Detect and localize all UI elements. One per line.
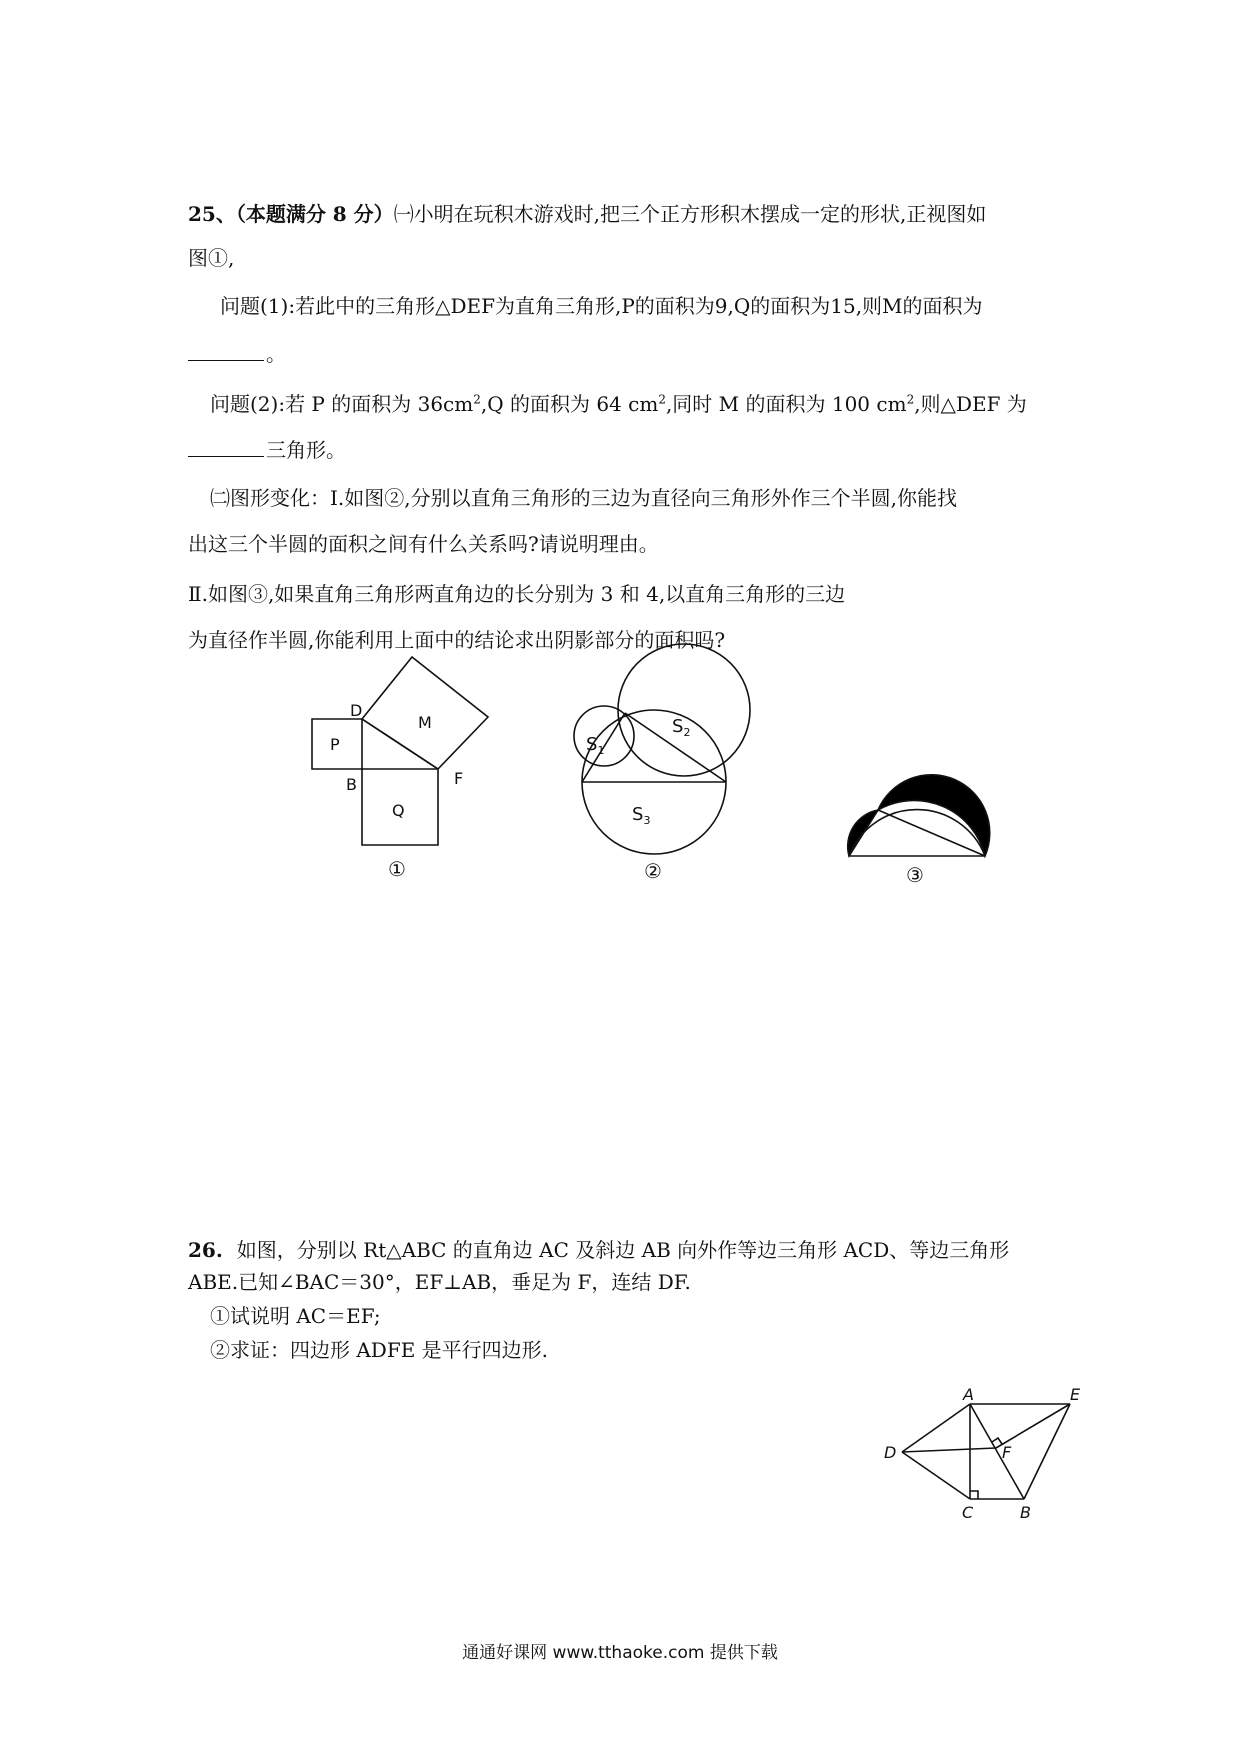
q25-problem-1-answer <box>188 340 286 368</box>
answer-blank[interactable] <box>188 436 264 457</box>
label-f: F <box>454 769 464 788</box>
q25-intro-a: ㈠小明在玩积木游戏时,把三个正方形积木摆成一定的形状,正视图如 <box>393 202 987 226</box>
q25-part3-line-1: Ⅱ.如图③,如果直角三角形两直角边的长分别为 3 和 4,以直角三角形的三边 <box>188 582 846 606</box>
q25-intro-line-2: 图①, <box>188 246 235 270</box>
label-m: M <box>418 713 432 732</box>
label-s2: $S_2$ <box>672 716 691 739</box>
q25-intro-line-1 <box>188 200 986 228</box>
q25-p2-b: ,Q 的面积为 64 cm <box>480 392 659 416</box>
label-b: B <box>346 775 357 794</box>
figure-q26-quadrilateral <box>860 1385 1100 1540</box>
q26-item-2: ②求证：四边形 ADFE 是平行四边形. <box>210 1338 549 1362</box>
shaded-lune-right <box>878 775 990 856</box>
right-angle-c <box>970 1491 978 1499</box>
q25-problem-2 <box>210 390 1027 418</box>
label-q: Q <box>392 801 405 820</box>
label-s3: $S_3$ <box>632 804 651 827</box>
label-d: D <box>884 1443 897 1462</box>
q25-p2-sup2: 2 <box>658 392 666 407</box>
segment-df <box>902 1448 996 1452</box>
label-a: A <box>963 1385 974 1404</box>
figure-3-shaded-lunes <box>840 790 1040 950</box>
label-e: E <box>1070 1385 1081 1404</box>
q25-p2-e: 三角形。 <box>266 438 346 462</box>
segment-ad <box>902 1404 970 1452</box>
label-c: C <box>962 1503 974 1522</box>
q25-problem-1-end: 。 <box>266 342 286 366</box>
label-d: D <box>350 701 363 720</box>
q25-problem-1: 问题(1):若此中的三角形△DEF为直角三角形,P的面积为9,Q的面积为15,则M的面积为 <box>220 294 983 318</box>
label-s1: $S_1$ <box>586 734 605 757</box>
q25-problem-2-answer <box>188 436 346 464</box>
page-footer: 通通好课网 www.tthaoke.com 提供下载 <box>462 1643 778 1663</box>
circle-s2 <box>618 644 750 776</box>
q26-item-1: ①试说明 AC＝EF; <box>210 1304 381 1328</box>
q26-line-1 <box>188 1236 1009 1264</box>
figure-2-caption: ② <box>644 859 662 883</box>
circle-s1 <box>574 706 634 766</box>
q25-p2-a: 问题(2):若 P 的面积为 36cm <box>210 392 474 416</box>
figure-1-caption: ① <box>388 857 406 881</box>
label-f: F <box>1002 1443 1012 1462</box>
q26-line-2: ABE.已知∠BAC＝30°，EF⊥AB，垂足为 F，连结 DF. <box>188 1270 691 1294</box>
label-p: P <box>330 735 340 754</box>
q25-score: （本题满分 8 分） <box>235 202 394 226</box>
q25-number: 25、 <box>188 202 236 226</box>
q25-part2-line-2: 出这三个半圆的面积之间有什么关系吗?请说明理由。 <box>188 532 659 556</box>
q25-p2-d: ,则△DEF 为 <box>914 392 1027 416</box>
q26-number: 26. <box>188 1238 223 1262</box>
q25-p2-sup3: 2 <box>906 392 915 407</box>
label-b: B <box>1020 1503 1031 1522</box>
figure-2-circles <box>560 620 760 883</box>
figure-3-caption: ③ <box>906 863 924 887</box>
segment-ab <box>970 1404 1024 1499</box>
figure-1-squares <box>300 690 540 950</box>
q25-part3-line-2: 为直径作半圆,你能利用上面中的结论求出阴影部分的面积吗? <box>188 628 726 652</box>
right-angle-f <box>992 1438 1002 1444</box>
q26-line-1-text: 如图，分别以 Rt△ABC 的直角边 AC 及斜边 AB 向外作等边三角形 ACD、等边三角形 <box>236 1238 1010 1262</box>
answer-blank[interactable] <box>188 340 264 361</box>
q25-p2-c: ,同时 M 的面积为 100 cm <box>665 392 907 416</box>
q25-part2-line-1: ㈡图形变化：Ⅰ.如图②,分别以直角三角形的三边为直径向三角形外作三个半圆,你能找 <box>210 486 957 510</box>
segment-dc <box>902 1452 970 1499</box>
q25-p2-sup1: 2 <box>473 392 481 407</box>
